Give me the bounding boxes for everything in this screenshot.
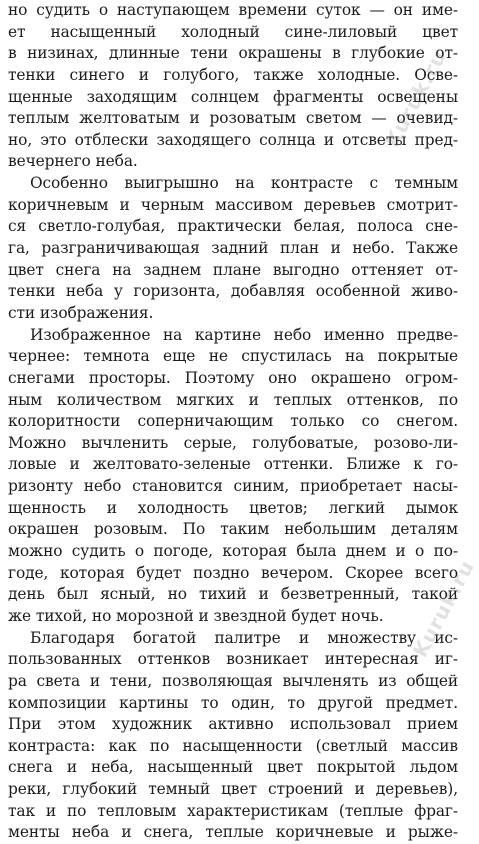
paragraph — [8, 173, 458, 324]
text-line: окрашен розовым. По таким небольшим деталям — [8, 520, 458, 539]
text-line: га, разграничивающая задний план и небо. Также — [8, 239, 458, 258]
text-line: но судить о наступающем времени суток — он име- — [8, 1, 458, 19]
watermark-2: Kuruk.ru — [408, 555, 479, 662]
text-line: Особенно выигрышно на контрасте с темным — [30, 174, 458, 193]
text-line: цвет снега на заднем плане выгодно оттеняет от- — [8, 260, 458, 279]
paragraph — [8, 0, 458, 173]
text-line: реки, глубокий темный цвет строений и деревьев), — [8, 780, 458, 799]
text-line: сти изображения. — [8, 303, 154, 322]
text-line: но, это отблески заходящего солнца и отсветы пред- — [8, 130, 458, 149]
text-line: пользованных оттенков возникает интересная иг- — [8, 650, 458, 669]
text-line: так и по тепловым характеристикам (теплые фраг- — [8, 801, 458, 820]
text-line: можно судить о погоде, которая была днем и о по- — [8, 542, 458, 561]
text-line: чернее: темнота еще не спустилась на покрытые — [8, 347, 458, 366]
text-line: ризонту небо становится синим, приобретает насы- — [8, 477, 458, 496]
text-line: щенные заходящим солнцем фрагменты освещены — [8, 87, 458, 106]
text-line: коричневым и черным массивом деревьев смотрит- — [8, 195, 458, 214]
text-line: композиции картины то один, то другой предмет. — [8, 693, 458, 712]
watermark-1: Kuruk.ru — [380, 45, 452, 152]
text-line: снегами просторы. Поэтому оно окрашено огром- — [8, 368, 458, 387]
text-line: При этом художник активно использовал прием — [8, 715, 458, 734]
text-line: день был ясный, но тихий и безветренный, такой — [8, 585, 458, 604]
text-line: менты неба и снега, теплые коричневые и рыже- — [8, 823, 458, 842]
text-line: Можно вычленить серые, голубоватые, розово-ли- — [8, 433, 458, 452]
text-line: тенки неба у горизонта, добавляя особенной живо- — [8, 282, 458, 301]
text-line: Изображенное на картине небо именно предве- — [30, 325, 458, 344]
text-line: контраста: как по насыщенности (светлый массив — [8, 736, 458, 755]
text-line: ра света и тени, позволяющая вычленять из общей — [8, 671, 458, 690]
text-line: вечернего неба. — [8, 152, 138, 171]
text-line: ным количеством мягких и теплых оттенков, по — [8, 390, 458, 409]
document-page — [8, 0, 458, 842]
text-line: же тихой, но морозной и звездной будет ночь. — [8, 606, 384, 625]
text-line: ет насыщенный холодный сине-лиловый цвет — [8, 22, 458, 41]
text-line: колоритности соперничающим только со снегом. — [8, 412, 458, 431]
text-line: ловые и желтовато-зеленые оттенки. Ближе к го- — [8, 455, 458, 474]
text-line: ся светло-голубая, практически белая, полоса сне- — [8, 217, 458, 236]
text-line: Благодаря богатой палитре и множеству ис- — [30, 628, 458, 647]
text-line: тенки синего и голубого, также холодные. Осве- — [8, 65, 458, 84]
paragraph — [8, 628, 458, 844]
text-line: снега и неба, насыщенный цвет покрытой льдом — [8, 758, 458, 777]
text-line: годе, которая будет поздно вечером. Скорее всего — [8, 563, 458, 582]
paragraph — [8, 325, 458, 628]
text-line: теплым желтоватым и розоватым светом — очевид- — [8, 109, 458, 128]
text-line: щенность и холодность цветов; легкий дымок — [8, 498, 458, 517]
text-line: в низинах, длинные тени окрашены в глубокие от- — [8, 44, 458, 63]
